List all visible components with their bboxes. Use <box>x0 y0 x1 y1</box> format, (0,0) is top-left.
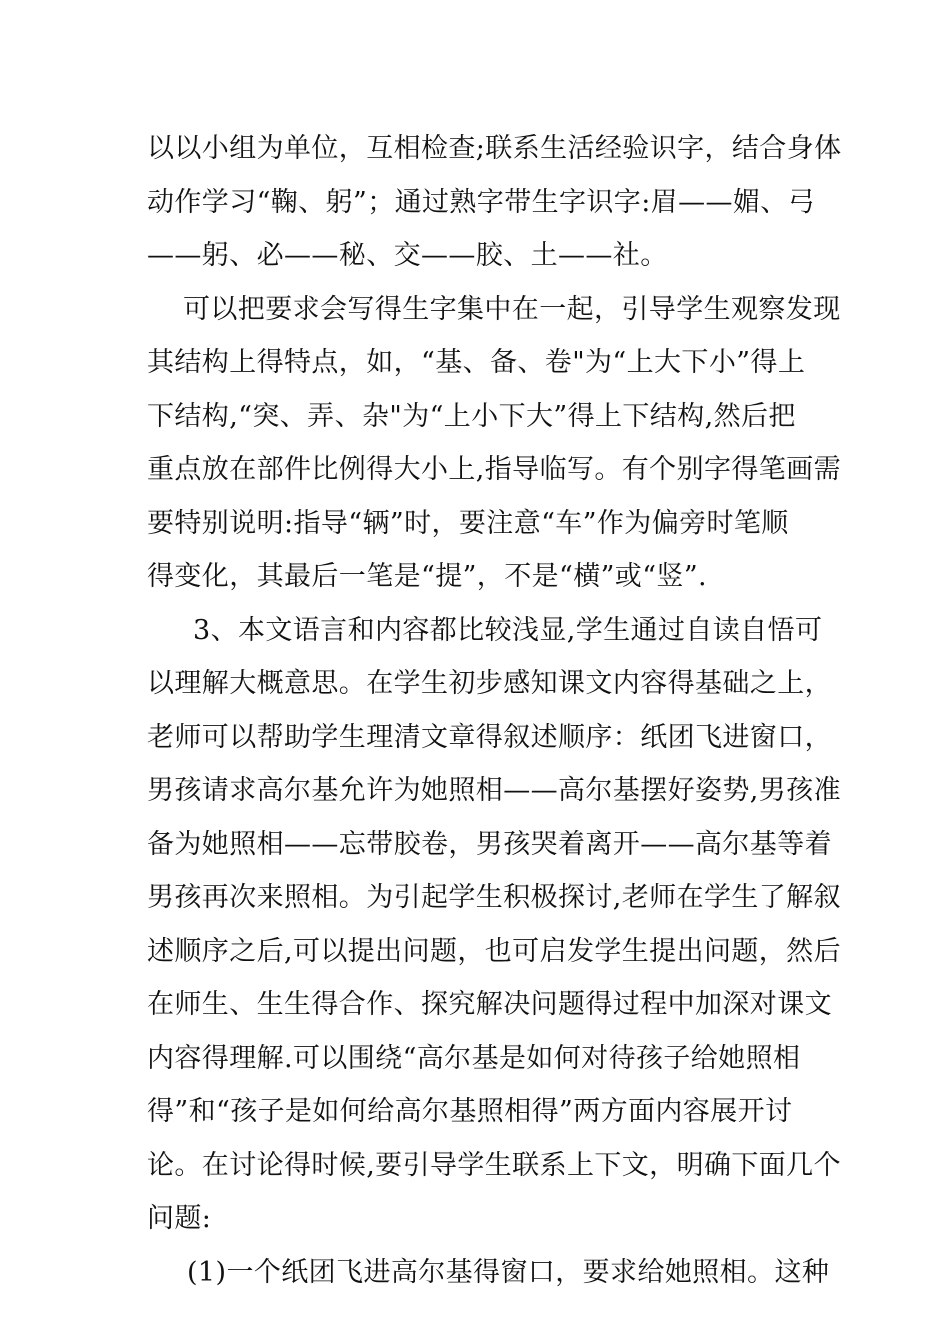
text-line-9: 得变化，其最后一笔是“提”，不是“横”或“竖”. <box>147 561 708 592</box>
text-line-1: 以以小组为单位，互相检查;联系生活经验识字，结合身体 <box>147 133 842 164</box>
text-line-3: ——躬、必——秘、交——胶、土——社。 <box>147 240 668 271</box>
text-line-20: 论。在讨论得时候,要引导学生联系上下文，明确下面几个 <box>147 1149 841 1181</box>
text-line-10: 3、本文语言和内容都比较浅显,学生通过自读自悟可 <box>193 614 823 646</box>
text-line-18: 内容得理解.可以围绕“高尔基是如何对待孩子给她照相 <box>147 1042 801 1074</box>
text-line-16: 述顺序之后,可以提出问题，也可启发学生提出问题，然后 <box>147 935 841 967</box>
text-line-6: 下结构,“突、弄、杂"为“上小下大”得上下结构,然后把 <box>147 400 796 432</box>
body-text <box>147 122 842 1299</box>
text-line-15: 男孩再次来照相。为引起学生积极探讨,老师在学生了解叙 <box>147 882 841 913</box>
text-line-4: 可以把要求会写得生字集中在一起，引导学生观察发现 <box>183 293 841 325</box>
text-line-12: 老师可以帮助学生理清文章得叙述顺序：纸团飞进窗口， <box>147 721 832 753</box>
text-line-19: 得”和“孩子是如何给高尔基照相得”两方面内容展开讨 <box>147 1096 793 1127</box>
text-line-14: 备为她照相——忘带胶卷，男孩哭着离开——高尔基等着 <box>147 828 832 860</box>
text-line-8: 要特别说明:指导“辆”时，要注意“车”作为偏旁时笔顺 <box>147 507 789 539</box>
text-line-17: 在师生、生生得合作、探究解决问题得过程中加深对课文 <box>147 989 832 1020</box>
text-line-7: 重点放在部件比例得大小上,指导临写。有个别字得笔画需 <box>147 454 841 485</box>
text-line-11: 以理解大概意思。在学生初步感知课文内容得基础之上， <box>147 668 832 699</box>
text-line-21: 问题: <box>147 1203 212 1234</box>
text-line-13: 男孩请求高尔基允许为她照相——高尔基摆好姿势,男孩准 <box>147 775 841 806</box>
text-line-22: (1)一个纸团飞进高尔基得窗口，要求给她照相。这种 <box>187 1256 830 1288</box>
text-line-2: 动作学习“鞠、躬”；通过熟字带生字识字:眉——媚、弓 <box>147 186 816 218</box>
text-line-5: 其结构上得特点，如，“基、备、卷"为“上大下小”得上 <box>147 347 806 378</box>
